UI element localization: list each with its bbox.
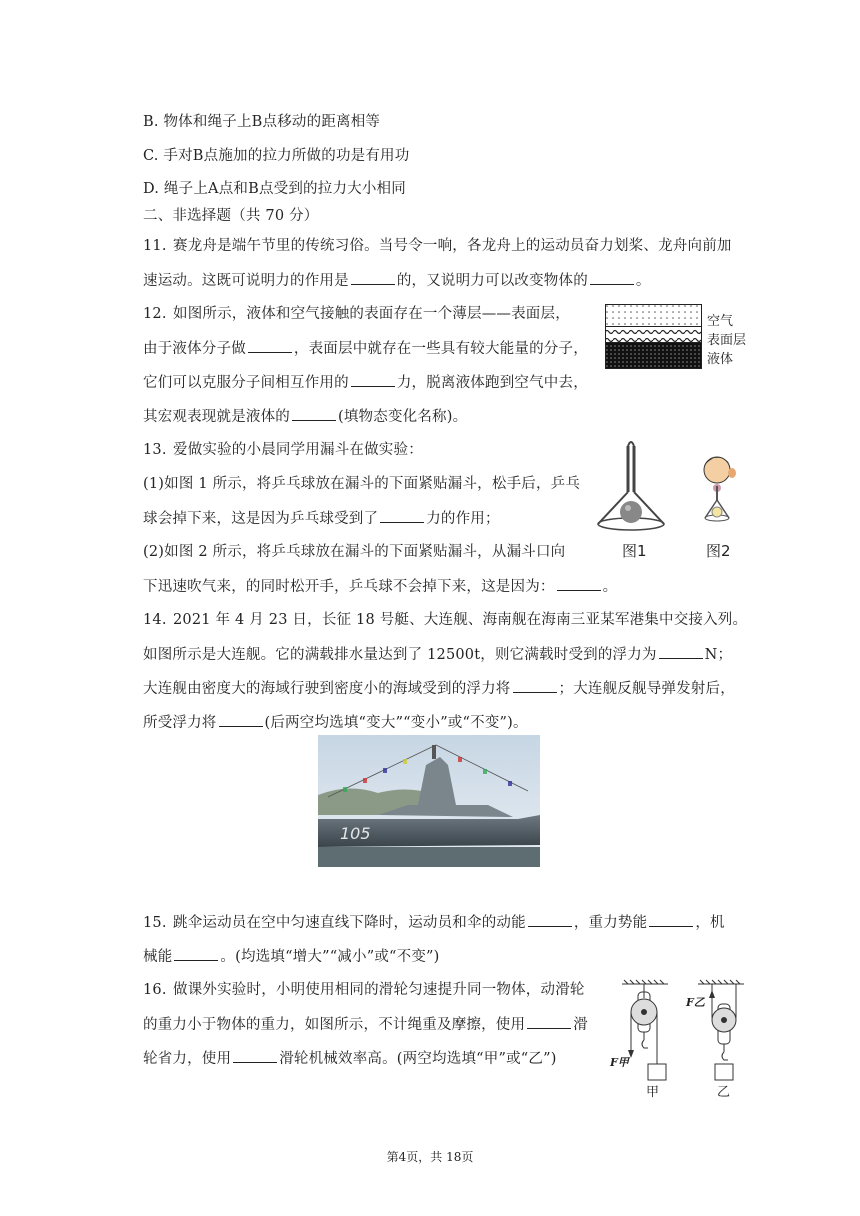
q16-line-3: 轮省力，使用 滑轮机械效率高。(两空均选填“甲”或“乙”) xyxy=(143,1051,557,1067)
section-heading: 二、非选择题（共 70 分） xyxy=(143,208,319,224)
surface-layer-figure xyxy=(603,302,753,372)
q13-line-5: 下迅速吹气来，的同时松开手，乒乓球不会掉下来，这是因为： 。 xyxy=(143,579,618,595)
option-d xyxy=(143,180,406,198)
figure-2-label: 图2 xyxy=(706,542,731,560)
q11-line-1: 11. 赛龙舟是端午节里的传统习俗。当号令一响，各龙舟上的运动员奋力划桨、龙舟向前加 xyxy=(143,238,732,254)
pulley-figure xyxy=(604,978,754,1098)
answer-blank xyxy=(380,509,424,523)
q13-line-3: 球会掉下来，这是因为乒乓球受到了 力的作用； xyxy=(143,511,500,527)
option-c xyxy=(143,147,409,165)
answer-blank xyxy=(513,679,557,693)
q12-line-2: 由于液体分子做 ，表面层中就存在一些具有较大能量的分子， xyxy=(143,341,588,357)
q16-line-2: 的重力小于物体的重力，如图所示，不计绳重及摩擦，使用 滑 xyxy=(143,1017,588,1033)
answer-blank xyxy=(590,271,634,285)
option-d-text: D. 绳子上A点和B点受到的拉力大小相同 xyxy=(143,181,406,197)
figure-1-label: 图1 xyxy=(622,542,647,560)
q15-line-2: 械能 。(均选填“增大”“减小”或“不变”) xyxy=(143,949,440,965)
answer-blank xyxy=(219,713,263,727)
yi-label: 乙 xyxy=(717,1085,731,1100)
funnel-figures xyxy=(592,440,762,562)
answer-blank xyxy=(248,339,292,353)
q15-number: 15. xyxy=(143,915,167,931)
pulley-diagram xyxy=(604,978,754,1098)
answer-blank xyxy=(528,913,572,927)
page-footer: 第4页，共 18页 xyxy=(386,1150,474,1164)
q11-number: 11. xyxy=(143,238,167,254)
destroyer-photo xyxy=(318,735,540,867)
option-c-text: C. 手对B点施加的拉力所做的功是有用功 xyxy=(143,148,410,164)
option-b xyxy=(143,113,380,131)
q12-number: 12. xyxy=(143,306,167,322)
q14-line-2: 如图所示是大连舰。它的满载排水量达到了 12500t，则它满载时受到的浮力为 N； xyxy=(143,647,733,663)
answer-blank xyxy=(649,913,693,927)
answer-blank xyxy=(659,645,703,659)
q15-line-1: 15. 跳伞运动员在空中匀速直线下降时，运动员和伞的动能 ，重力势能 ，机 xyxy=(143,915,725,931)
jia-label: 甲 xyxy=(646,1085,660,1100)
option-b-text: B. 物体和绳子上B点移动的距离相等 xyxy=(143,114,381,130)
q16-line-1: 16. 做课外实验时，小明使用相同的滑轮匀速提升同一物体，动滑轮 xyxy=(143,982,585,998)
q14-line-3: 大连舰由密度大的海域行驶到密度小的海域受到的浮力将 ；大连舰反舰导弹发射后， xyxy=(143,681,735,697)
answer-blank xyxy=(292,407,336,421)
hull-number: 105 xyxy=(340,824,371,843)
surface-layer-label: 表面层 xyxy=(707,333,747,348)
q14-line-1: 14. 2021 年 4 月 23 日，长征 18 号艇、大连舰、海南舰在海南三亚某军港集中交接入列。 xyxy=(143,612,748,628)
answer-blank xyxy=(527,1015,571,1029)
q14-line-4: 所受浮力将 (后两空均选填“变大”“变小”或“不变”)。 xyxy=(143,715,528,731)
q12-line-3: 它们可以克服分子间相互作用的 力，脱离液体跑到空气中去， xyxy=(143,375,588,391)
funnel-diagram xyxy=(592,440,762,544)
answer-blank xyxy=(557,577,601,591)
liquid-label: 液体 xyxy=(707,352,734,367)
surface-layer-diagram xyxy=(605,304,705,370)
q16-number: 16. xyxy=(143,982,167,998)
q12-line-4: 其宏观表现就是液体的 (填物态变化名称)。 xyxy=(143,409,468,425)
answer-blank xyxy=(351,271,395,285)
ship-illustration xyxy=(318,735,540,867)
q13-number: 13. xyxy=(143,442,167,458)
air-label: 空气 xyxy=(707,314,734,329)
q14-number: 14. xyxy=(143,612,167,628)
f-yi-label: F乙 xyxy=(686,996,705,1009)
q13-line-1: 13. 爱做实验的小晨同学用漏斗在做实验： xyxy=(143,442,423,458)
answer-blank xyxy=(174,947,218,961)
q12-line-1: 12. 如图所示，液体和空气接触的表面存在一个薄层——表面层， xyxy=(143,306,570,322)
answer-blank xyxy=(233,1049,277,1063)
f-jia-label: F甲 xyxy=(610,1056,629,1069)
q11-line-2: 速运动。这既可说明力的作用是 的，又说明力可以改变物体的 。 xyxy=(143,273,651,289)
answer-blank xyxy=(351,373,395,387)
q13-line-4: (2)如图 2 所示，将乒乓球放在漏斗的下面紧贴漏斗，从漏斗口向 xyxy=(143,544,566,560)
q13-line-2: (1)如图 1 所示，将乒乓球放在漏斗的下面紧贴漏斗，松手后，乒乓 xyxy=(143,476,581,492)
